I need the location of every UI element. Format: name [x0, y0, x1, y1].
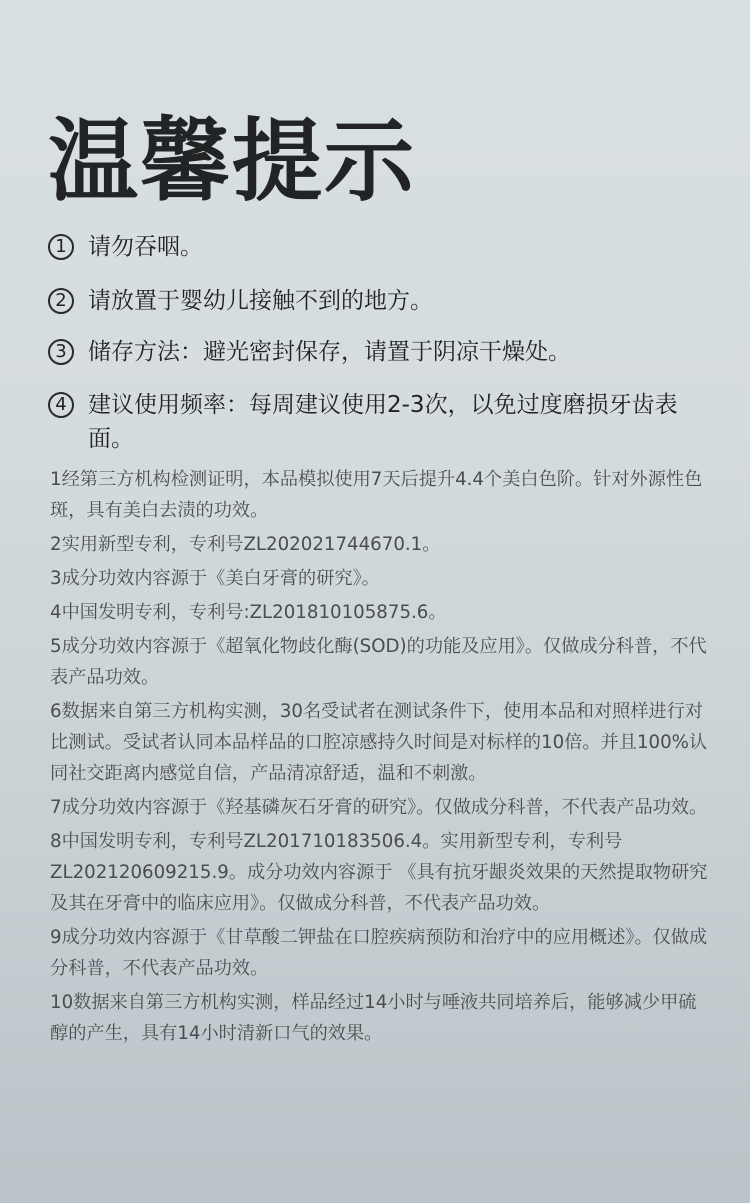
page-title: 温馨提示	[48, 109, 416, 214]
footnote-9: 9成分功效内容源于《甘草酸二钾盐在口腔疾病预防和治疗中的应用概述》。仅做成分科普，不代表产品功效。	[50, 927, 708, 979]
footnote-1: 1经第三方机构检测证明，本品模拟使用7天后提升4.4个美白色阶。针对外源性色斑，具有美白去渍的功效。	[50, 469, 703, 521]
tip-text: 储存方法：避光密封保存，请置于阴凉干燥处。	[88, 339, 571, 365]
circled-number-badge: 4	[48, 392, 74, 418]
footnotes	[50, 464, 710, 1052]
footnote-4: 4中国发明专利，专利号:ZL201810105875.6。	[50, 602, 447, 623]
circled-number-badge: 1	[48, 234, 74, 260]
footnote-10: 10数据来自第三方机构实测，样品经过14小时与唾液共同培养后，能够减少甲硫醇的产生，具有14小时清新口气的效果。	[50, 992, 697, 1044]
tip-text: 建议使用频率：每周建议使用2-3次，以免过度磨损牙齿表面。	[88, 392, 678, 452]
footnote-2: 2实用新型专利，专利号ZL202021744670.1。	[50, 534, 441, 555]
tip-item	[48, 230, 718, 264]
footnote-6: 6数据来自第三方机构实测，30名受试者在测试条件下，使用本品和对照样进行对比测试。受试者认同本品样品的口腔凉感持久时间是对标样的10倍。并且100%认同社交距离内感觉自信，产品清凉舒适，温和不刺激。	[50, 701, 708, 784]
footnote-8: 8中国发明专利，专利号ZL201710183506.4。实用新型专利，专利号ZL202120609215.9。成分功效内容源于 《具有抗牙龈炎效果的天然提取物研究及其在牙膏中的临床应用》。仅做成分科普，不代表产品功效。	[50, 831, 708, 914]
tip-item	[48, 284, 718, 318]
footnote-7: 7成分功效内容源于《羟基磷灰石牙膏的研究》。仅做成分科普，不代表产品功效。	[50, 797, 708, 818]
footnote-3: 3成分功效内容源于《美白牙膏的研究》。	[50, 568, 380, 589]
tip-text: 请放置于婴幼儿接触不到的地方。	[88, 288, 433, 314]
circled-number-badge: 3	[48, 339, 74, 365]
tips-list	[48, 230, 718, 474]
tip-item	[48, 388, 718, 456]
footnote-5: 5成分功效内容源于《超氧化物歧化酶(SOD)的功能及应用》。仅做成分科普，不代表产品功效。	[50, 636, 707, 688]
tip-item	[48, 335, 718, 369]
tip-text: 请勿吞咽。	[88, 234, 203, 260]
circled-number-badge: 2	[48, 288, 74, 314]
